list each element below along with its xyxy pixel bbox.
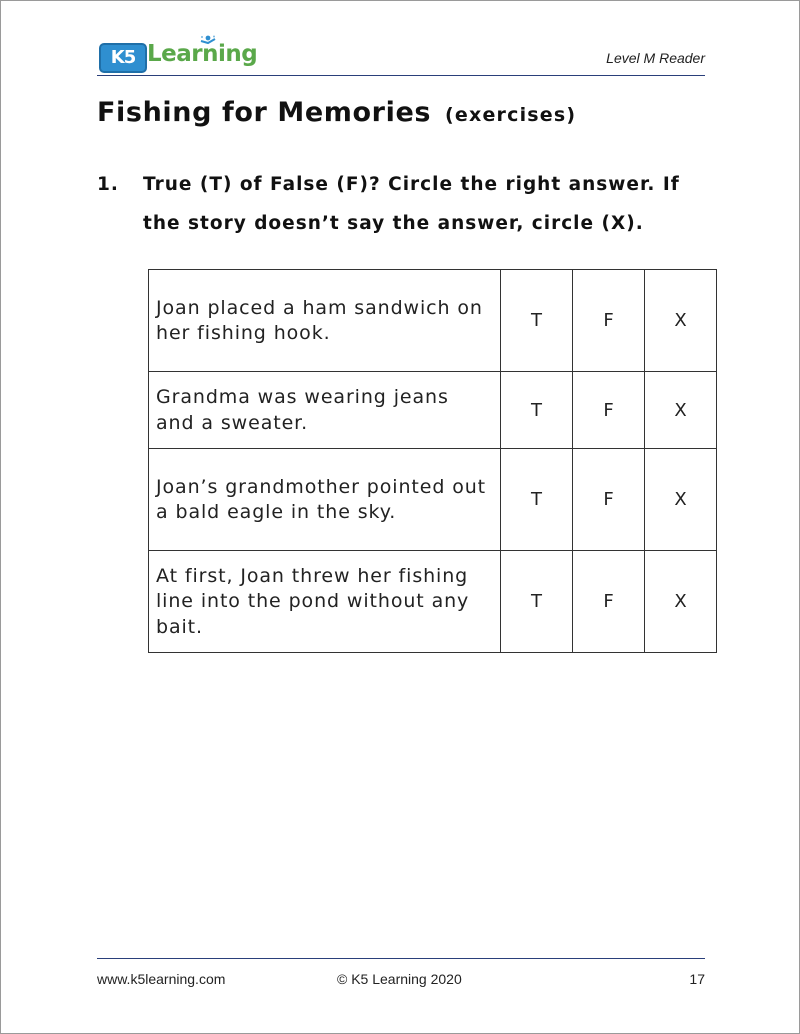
option-true[interactable]: T — [501, 372, 573, 449]
question-text: True (T) of False (F)? Circle the right answer. If the story doesn’t say the answer, circle (X). — [143, 174, 680, 234]
reader-level: Level M Reader — [606, 50, 705, 66]
jumping-figure-icon — [199, 35, 217, 51]
option-true[interactable]: T — [501, 449, 573, 551]
option-unknown[interactable]: X — [645, 372, 717, 449]
option-false[interactable]: F — [573, 551, 645, 653]
option-true[interactable]: T — [501, 551, 573, 653]
title-sub: (exercises) — [445, 104, 577, 126]
option-false[interactable]: F — [573, 449, 645, 551]
option-unknown[interactable]: X — [645, 449, 717, 551]
header-rule — [97, 75, 705, 76]
table-row — [149, 270, 717, 372]
table-row — [149, 372, 717, 449]
title-main: Fishing for Memories — [97, 97, 432, 128]
logo-wordmark: Learning — [147, 41, 258, 67]
table-row — [149, 551, 717, 653]
footer-website-link[interactable]: www.k5learning.com — [97, 971, 226, 987]
footer-rule — [97, 958, 705, 959]
option-false[interactable]: F — [573, 372, 645, 449]
page-title — [97, 97, 576, 128]
option-true[interactable]: T — [501, 270, 573, 372]
true-false-table — [148, 269, 717, 653]
option-false[interactable]: F — [573, 270, 645, 372]
table-row — [149, 449, 717, 551]
option-unknown[interactable]: X — [645, 270, 717, 372]
statement-cell: Grandma was wearing jeans and a sweater. — [149, 372, 501, 449]
statement-cell: Joan placed a ham sandwich on her fishing hook. — [149, 270, 501, 372]
statement-cell: At first, Joan threw her fishing line into the pond without any bait. — [149, 551, 501, 653]
page-number: 17 — [689, 971, 705, 987]
logo-k5-box: K5 — [99, 43, 147, 73]
option-unknown[interactable]: X — [645, 551, 717, 653]
footer-copyright: © K5 Learning 2020 — [337, 971, 462, 987]
statement-cell: Joan’s grandmother pointed out a bald eagle in the sky. — [149, 449, 501, 551]
question-number: 1. — [97, 174, 119, 195]
k5-learning-logo — [99, 39, 258, 75]
